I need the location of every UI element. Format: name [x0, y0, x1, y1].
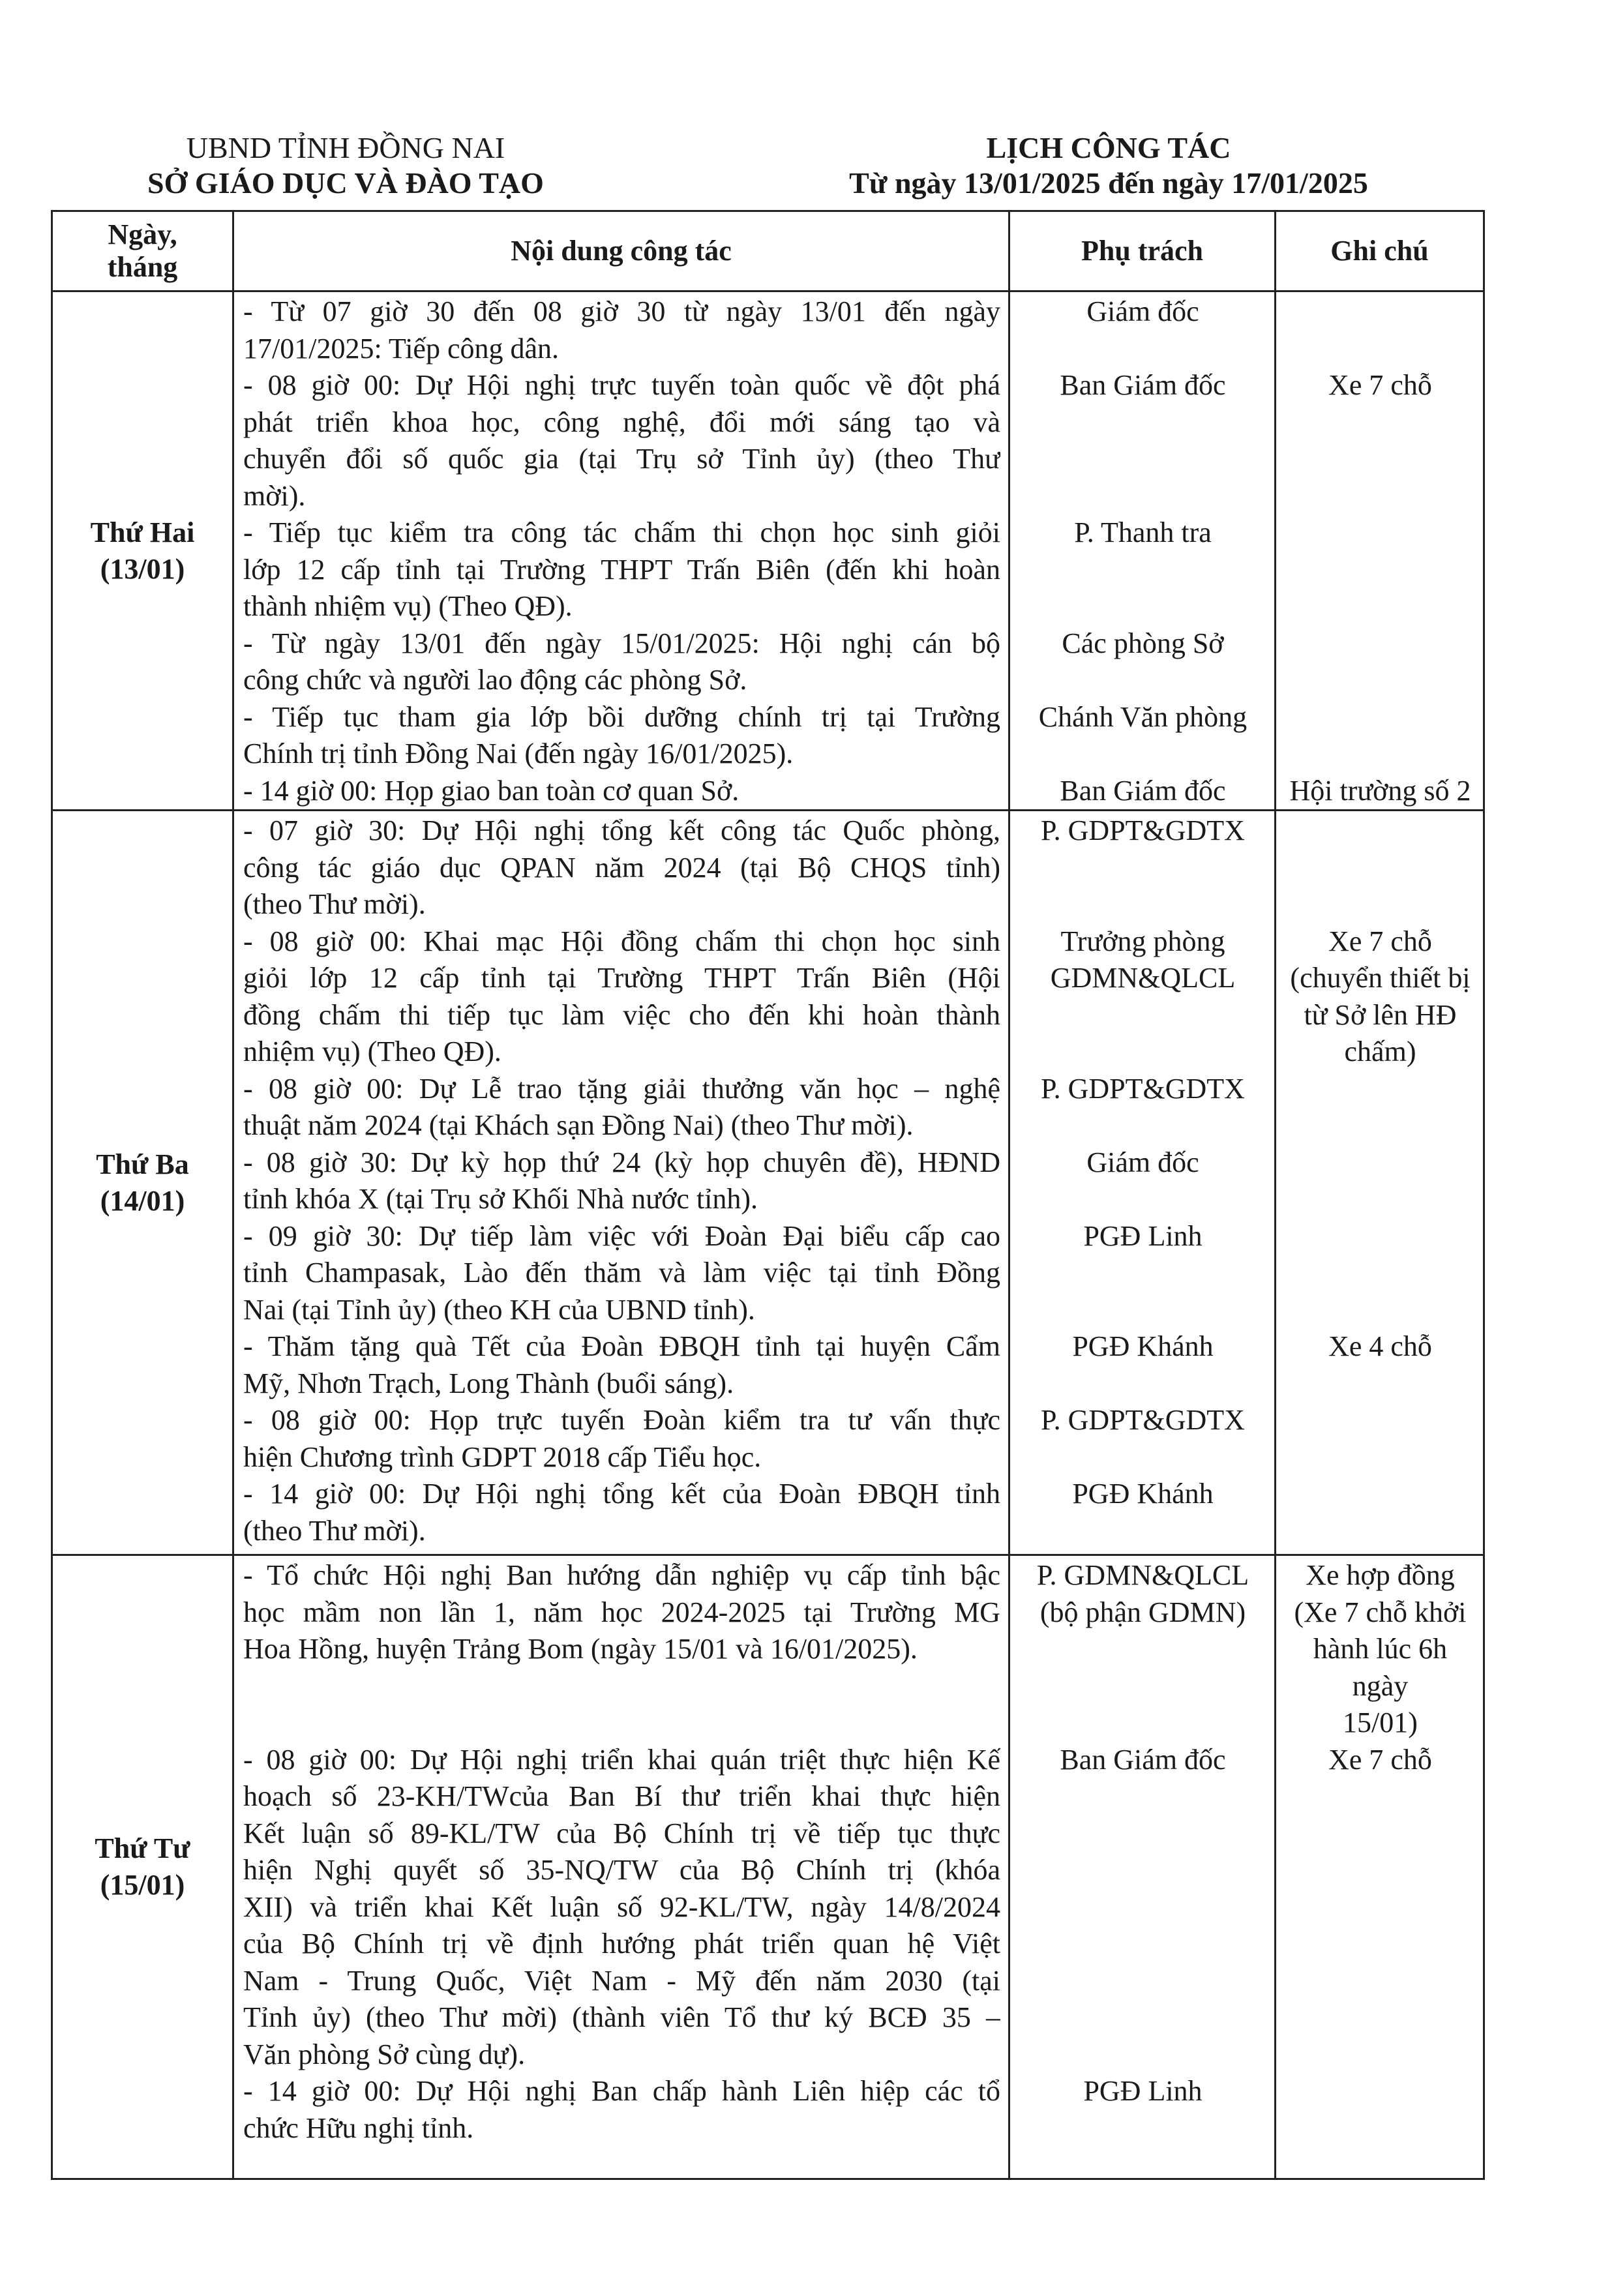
- day-date: (15/01): [100, 1869, 185, 1901]
- schedule-item-line: - Từ ngày 13/01 đến ngày 15/01/2025: Hội nghị cán bộ: [243, 627, 1000, 659]
- note-line: (chuyển thiết bị: [1290, 962, 1471, 994]
- responsible-line: PGĐ Khánh: [1072, 1330, 1214, 1362]
- note-entry: [1285, 1476, 1475, 1549]
- responsible-entry: [1019, 1218, 1266, 1329]
- note-line: Hội trường số 2: [1289, 774, 1471, 807]
- responsible-line: PGĐ Khánh: [1072, 1478, 1214, 1510]
- schedule-item: [243, 923, 1000, 1071]
- responsible-entry: [1019, 1557, 1266, 1742]
- responsible-entry: [1019, 923, 1266, 1071]
- schedule-item-line: tỉnh Champasak, Lào đến thăm và làm việc tại tỉnh Đồng: [243, 1257, 1000, 1289]
- schedule-item-line: - Tổ chức Hội nghị Ban hướng dẫn nghiệp vụ cấp tỉnh bậc: [243, 1559, 1000, 1591]
- schedule-item: [243, 1218, 1000, 1329]
- day-date: (13/01): [100, 552, 185, 585]
- schedule-item-line: (theo Thư mời).: [243, 888, 426, 920]
- schedule-item-line: - Tiếp tục kiểm tra công tác chấm thi chọn học sinh giỏi: [243, 516, 1000, 548]
- day-date: (14/01): [100, 1184, 185, 1217]
- table-row: [52, 1555, 1484, 2179]
- note-entry: [1285, 923, 1475, 1071]
- table-header-row: [52, 211, 1484, 291]
- responsible-entry: [1019, 1476, 1266, 1549]
- schedule-item-line: - 09 giờ 30: Dự tiếp làm việc với Đoàn Đại biểu cấp cao: [243, 1219, 1000, 1252]
- schedule-item: [243, 1071, 1000, 1144]
- responsible-line: Các phòng Sở: [1062, 627, 1224, 659]
- column-header-content: Nội dung công tác: [233, 211, 1009, 291]
- schedule-item-line: 17/01/2025: Tiếp công dân.: [243, 332, 560, 365]
- document-period: Từ ngày 13/01/2025 đến ngày 17/01/2025: [849, 166, 1368, 200]
- schedule-item-line: - Tiếp tục tham gia lớp bồi dưỡng chính trị tại Trường: [243, 700, 1000, 733]
- note-entry: [1285, 1402, 1475, 1476]
- responsible-entry: [1019, 1742, 1266, 2074]
- note-entry: [1285, 625, 1475, 699]
- agency-line-1: UBND TỈNH ĐỒNG NAI: [186, 131, 505, 164]
- note-entry: [1285, 1742, 1475, 2074]
- schedule-item-line: nhiệm vụ) (Theo QĐ).: [243, 1036, 501, 1067]
- schedule-item-line: hoạch số 23-KH/TWcủa Ban Bí thư triển khai thực hiện: [243, 1780, 1000, 1812]
- responsible-entry: [1019, 514, 1266, 625]
- responsible-line: Ban Giám đốc: [1060, 369, 1226, 401]
- content-cell: [233, 291, 1009, 811]
- note-entry: [1285, 1071, 1475, 1144]
- responsible-line: P. GDMN&QLCL: [1036, 1559, 1249, 1591]
- schedule-item: [243, 2073, 1000, 2147]
- responsible-line: Trưởng phòng: [1060, 925, 1225, 957]
- responsible-line: PGĐ Linh: [1083, 1219, 1203, 1252]
- schedule-item: [243, 1328, 1000, 1402]
- schedule-item-line: Nai (tại Tỉnh ủy) (theo KH của UBND tỉnh).: [243, 1293, 755, 1326]
- responsible-cell: [1009, 811, 1276, 1555]
- note-line: chấm): [1344, 1036, 1416, 1067]
- schedule-item-line: thuật năm 2024 (tại Khách sạn Đồng Nai) (theo Thư mời).: [243, 1109, 914, 1141]
- note-entry: [1285, 813, 1475, 923]
- schedule-item-line: (theo Thư mời).: [243, 1514, 426, 1547]
- schedule-item-line: Văn phòng Sở cùng dự).: [243, 2038, 526, 2070]
- responsible-entry: [1019, 813, 1266, 923]
- responsible-entry: [1019, 1402, 1266, 1476]
- column-header-date: [52, 211, 233, 291]
- note-line: Xe 7 chỗ: [1328, 925, 1432, 957]
- note-line: Xe 7 chỗ: [1328, 369, 1432, 401]
- notes-cell: [1276, 1555, 1484, 2179]
- table-row: [52, 291, 1484, 811]
- responsible-line: PGĐ Linh: [1083, 2075, 1203, 2107]
- schedule-item: [243, 514, 1000, 625]
- schedule-item-line: của Bộ Chính trị về định hướng phát triển quan hệ Việt: [243, 1928, 1000, 1960]
- note-line: từ Sở lên HĐ: [1304, 998, 1457, 1031]
- document-title-block: [815, 130, 1402, 201]
- schedule-item-line: Kết luận số 89-KL/TW của Bộ Chính trị về tiếp tục thực: [243, 1817, 1000, 1849]
- schedule-item: [243, 625, 1000, 699]
- note-entry: [1285, 1557, 1475, 1742]
- schedule-item-line: Chính trị tỉnh Đồng Nai (đến ngày 16/01/2025).: [243, 738, 794, 769]
- schedule-item-line: chức Hữu nghị tỉnh.: [243, 2111, 474, 2144]
- responsible-entry: [1019, 2073, 1266, 2147]
- responsible-entry: [1019, 773, 1266, 810]
- schedule-item-line: công tác giáo dục QPAN năm 2024 (tại Bộ CHQS tỉnh): [243, 851, 1000, 884]
- responsible-entry: [1019, 1144, 1266, 1218]
- schedule-item-line: hiện Chương trình GDPT 2018 cấp Tiểu học.: [243, 1440, 762, 1473]
- responsible-line: P. GDPT&GDTX: [1041, 814, 1245, 846]
- schedule-item-line: - 14 giờ 00: Dự Hội nghị Ban chấp hành Liên hiệp các tổ: [243, 2075, 1000, 2107]
- schedule-item: [243, 1476, 1000, 1549]
- responsible-entry: [1019, 367, 1266, 514]
- schedule-item: [243, 1742, 1000, 2074]
- schedule-item-line: - 08 giờ 00: Dự Hội nghị trực tuyến toàn quốc về đột phá: [243, 369, 1000, 401]
- schedule-item-line: - 08 giờ 00: Họp trực tuyến Đoàn kiểm tra tư vấn thực: [243, 1404, 1000, 1436]
- schedule-item-line: học mầm non lần 1, năm học 2024-2025 tại Trường MG: [243, 1596, 1000, 1628]
- responsible-cell: [1009, 1555, 1276, 2179]
- responsible-entry: [1019, 625, 1266, 699]
- content-cell: [233, 1555, 1009, 2179]
- schedule-item: [243, 1144, 1000, 1218]
- note-entry: [1285, 1218, 1475, 1329]
- issuing-agency: [98, 130, 593, 201]
- responsible-line: Ban Giám đốc: [1060, 774, 1226, 807]
- schedule-item-line: - 08 giờ 30: Dự kỳ họp thứ 24 (kỳ họp chuyên đề), HĐND: [243, 1146, 1000, 1178]
- schedule-item-line: - 07 giờ 30: Dự Hội nghị tổng kết công tác Quốc phòng,: [243, 814, 1000, 846]
- schedule-item-line: thành nhiệm vụ) (Theo QĐ).: [243, 590, 573, 622]
- responsible-entry: [1019, 699, 1266, 773]
- note-line: Xe 4 chỗ: [1328, 1330, 1432, 1362]
- responsible-line: Ban Giám đốc: [1060, 1743, 1226, 1776]
- responsible-line: P. GDPT&GDTX: [1041, 1404, 1245, 1436]
- schedule-item-line: - Từ 07 giờ 30 đến 08 giờ 30 từ ngày 13/01 đến ngày: [243, 295, 1000, 327]
- responsible-line: GDMN&QLCL: [1050, 962, 1236, 994]
- schedule-item-line: - 14 giờ 00: Dự Hội nghị tổng kết của Đoàn ĐBQH tỉnh: [243, 1478, 1000, 1510]
- responsible-line: Giám đốc: [1086, 1146, 1199, 1178]
- schedule-item-line: Mỹ, Nhơn Trạch, Long Thành (buổi sáng).: [243, 1367, 734, 1399]
- note-entry: [1285, 514, 1475, 625]
- schedule-item-line: đồng chấm thi tiếp tục làm việc cho đến khi hoàn thành: [243, 998, 1000, 1031]
- column-header-notes: Ghi chú: [1276, 211, 1484, 291]
- content-cell: [233, 811, 1009, 1555]
- note-entry: [1285, 1144, 1475, 1218]
- table-row: [52, 811, 1484, 1555]
- responsible-line: Chánh Văn phòng: [1038, 700, 1248, 733]
- notes-cell: [1276, 291, 1484, 811]
- note-entry: [1285, 773, 1475, 810]
- schedule-item: [243, 1557, 1000, 1742]
- document-title: LỊCH CÔNG TÁC: [986, 131, 1231, 164]
- note-entry: [1285, 1328, 1475, 1402]
- agency-line-2: SỞ GIÁO DỤC VÀ ĐÀO TẠO: [147, 166, 544, 200]
- schedule-table: [51, 210, 1485, 2180]
- schedule-item-line: - 08 giờ 00: Dự Lễ trao tặng giải thưởng văn học – nghệ: [243, 1072, 1000, 1105]
- day-cell: [52, 1555, 233, 2179]
- schedule-item-line: lớp 12 cấp tỉnh tại Trường THPT Trấn Biên (đến khi hoàn: [243, 553, 1000, 586]
- responsible-line: Giám đốc: [1086, 295, 1199, 327]
- column-header-responsible: Phụ trách: [1009, 211, 1276, 291]
- responsible-line: P. GDPT&GDTX: [1041, 1072, 1245, 1105]
- note-line: hành lúc 6h ngày: [1313, 1633, 1448, 1702]
- schedule-item-line: XII) và triển khai Kết luận số 92-KL/TW, ngày 14/8/2024: [243, 1890, 1000, 1923]
- schedule-item-line: - 14 giờ 00: Họp giao ban toàn cơ quan Sở.: [243, 774, 740, 807]
- schedule-item: [243, 293, 1000, 367]
- schedule-item-line: Hoa Hồng, huyện Trảng Bom (ngày 15/01 và 16/01/2025).: [243, 1633, 918, 1665]
- document-header: [0, 130, 1614, 209]
- responsible-cell: [1009, 291, 1276, 811]
- schedule-item-line: tỉnh khóa X (tại Trụ sở Khối Nhà nước tỉnh).: [243, 1183, 758, 1215]
- day-name: Thứ Ba: [96, 1148, 189, 1180]
- schedule-item-line: giỏi lớp 12 cấp tỉnh tại Trường THPT Trấn Biên (Hội: [243, 962, 1000, 994]
- day-name: Thứ Hai: [90, 516, 195, 548]
- note-line: (Xe 7 chỗ khởi: [1294, 1596, 1467, 1628]
- schedule-item: [243, 813, 1000, 923]
- schedule-item-line: - Thăm tặng quà Tết của Đoàn ĐBQH tỉnh tại huyện Cẩm: [243, 1330, 1000, 1362]
- note-entry: [1285, 367, 1475, 514]
- note-line: Xe hợp đồng: [1306, 1559, 1455, 1591]
- schedule-item-line: hiện Nghị quyết số 35-NQ/TW của Bộ Chính trị (khóa: [243, 1854, 1000, 1886]
- responsible-entry: [1019, 1071, 1266, 1144]
- note-entry: [1285, 2073, 1475, 2147]
- schedule-item-line: - 08 giờ 00: Khai mạc Hội đồng chấm thi chọn học sinh: [243, 925, 1000, 957]
- column-header-date-line2: tháng: [107, 251, 178, 283]
- schedule-item: [243, 1402, 1000, 1476]
- responsible-line: P. Thanh tra: [1074, 516, 1212, 548]
- schedule-item-line: Nam - Trung Quốc, Việt Nam - Mỹ đến năm 2030 (tại: [243, 1964, 1000, 1997]
- schedule-item-line: Tỉnh ủy) (theo Thư mời) (thành viên Tổ thư ký BCĐ 35 –: [243, 2001, 1000, 2033]
- note-line: 15/01): [1343, 1707, 1418, 1738]
- schedule-item-line: chuyển đổi số quốc gia (tại Trụ sở Tỉnh ủy) (theo Thư: [243, 443, 1000, 475]
- day-cell: [52, 291, 233, 811]
- schedule-item-line: - 08 giờ 00: Dự Hội nghị triển khai quán triệt thực hiện Kế: [243, 1743, 1000, 1776]
- column-header-date-line1: Ngày,: [108, 218, 177, 250]
- schedule-item-line: phát triển khoa học, công nghệ, đổi mới sáng tạo và: [243, 406, 1000, 438]
- schedule-item: [243, 367, 1000, 514]
- day-name: Thứ Tư: [95, 1832, 190, 1864]
- note-entry: [1285, 293, 1475, 367]
- responsible-entry: [1019, 293, 1266, 367]
- notes-cell: [1276, 811, 1484, 1555]
- schedule-item: [243, 699, 1000, 773]
- responsible-line: (bộ phận GDMN): [1039, 1596, 1246, 1628]
- schedule-item: [243, 773, 1000, 810]
- note-entry: [1285, 699, 1475, 773]
- day-cell: [52, 811, 233, 1555]
- schedule-item-line: công chức và người lao động các phòng Sở.: [243, 664, 747, 696]
- schedule-item-line: mời).: [243, 479, 306, 512]
- note-line: Xe 7 chỗ: [1328, 1743, 1432, 1776]
- responsible-entry: [1019, 1328, 1266, 1402]
